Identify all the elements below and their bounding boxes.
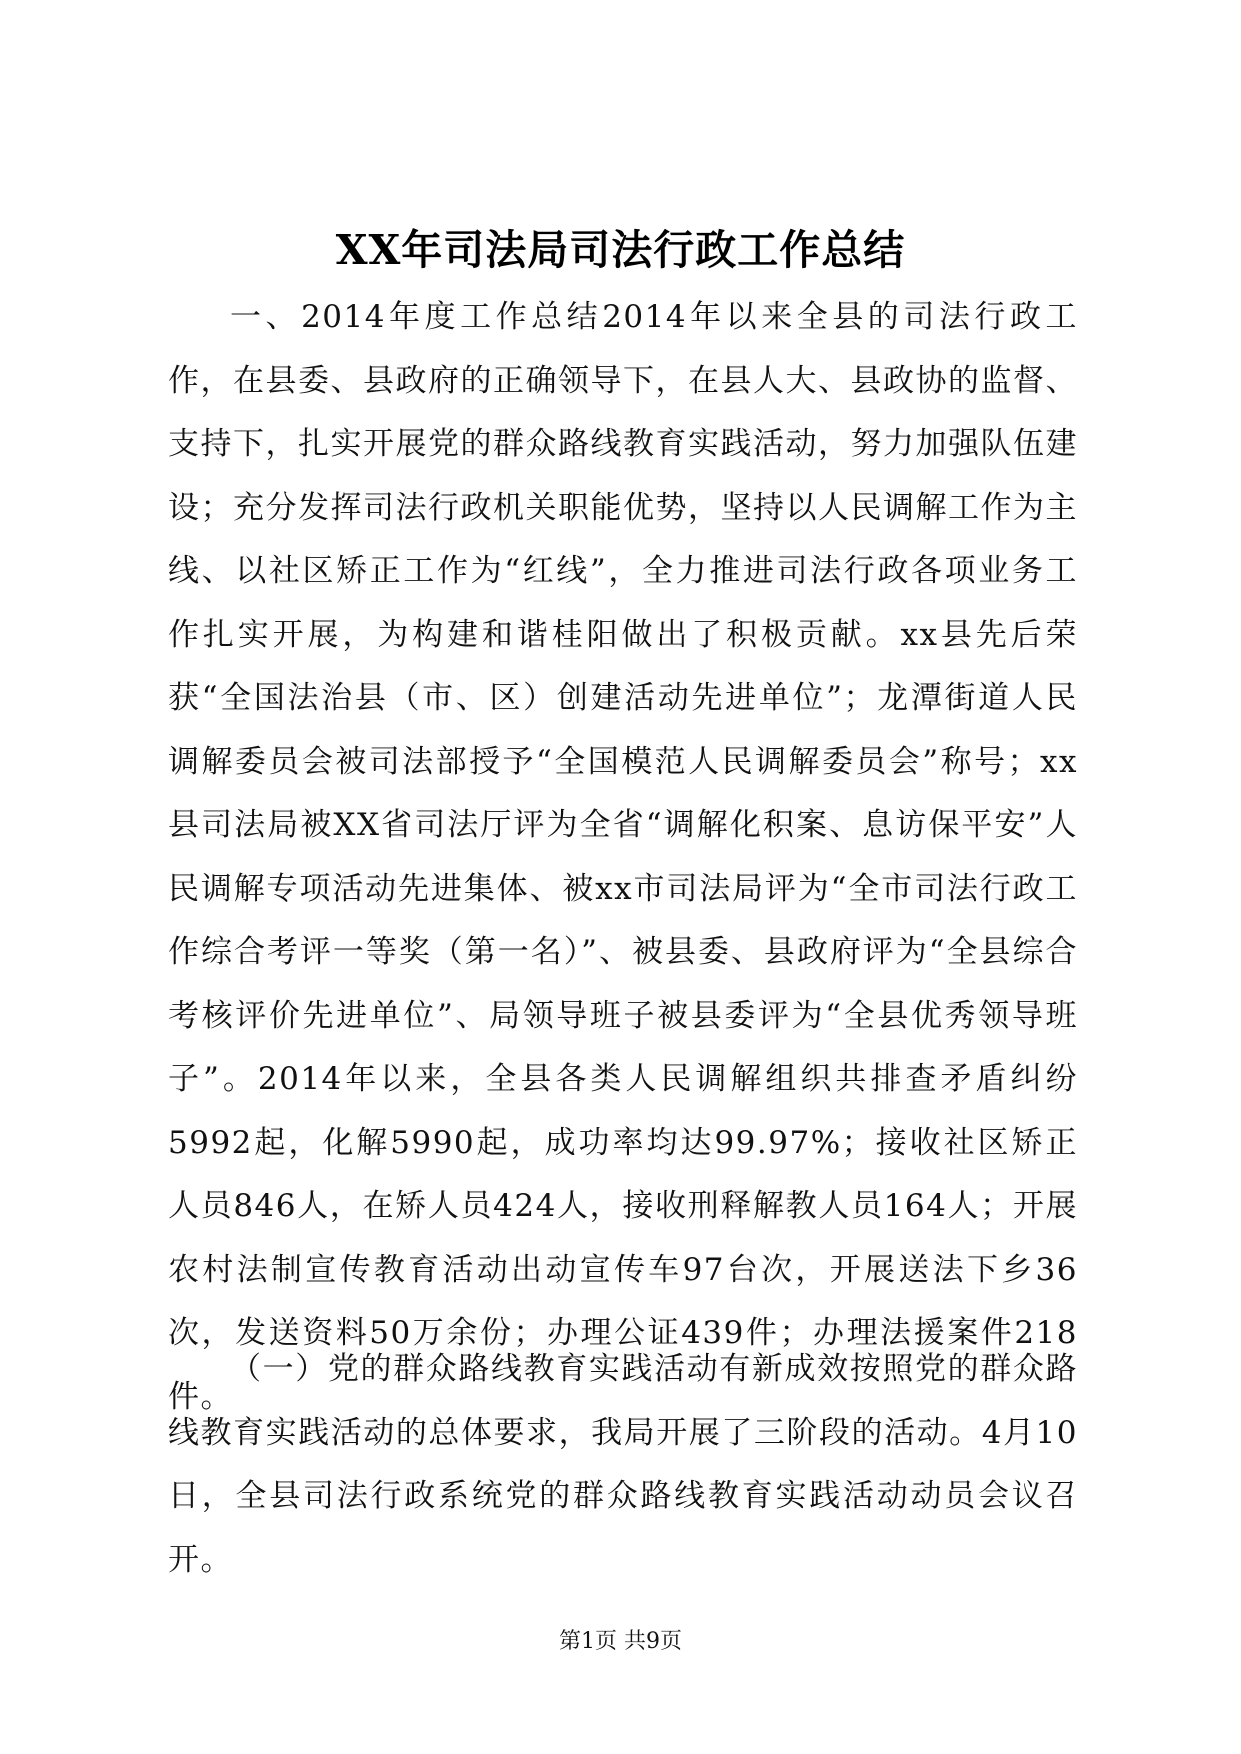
page-number-footer: 第1页 共9页 xyxy=(559,1629,682,1654)
paragraph-summary: 一、2014年度工作总结2014年以来全县的司法行政工作，在县委、县政府的正确领导下，在县人大、县政协的监督、支持下，扎实开展党的群众路线教育实践活动，努力加强队伍建设；充分发挥司法行政机关职能优势，坚持以人民调解工作为主线、以社区矫正工作为“红线”，全力推进司法行政各项业务工作扎实开展，为构建和谐桂阳做出了积极贡献。xx县先后荣获“全国法治县（市、区）创建活动先进单位”；龙潭街道人民调解委员会被司法部授予“全国模范人民调解委员会”称号；xx县司法局被XX省司法厅评为全省“调解化积案、息访保平安”人民调解专项活动先进集体、被xx市司法局评为“全市司法行政工作综合考评一等奖（第一名）”、被县委、县政府评为“全县综合考核评价先进单位”、局领导班子被县委评为“全县优秀领导班子”。2014年以来，全县各类人民调解组织共排查矛盾纠纷5992起，化解5990起，成功率均达99.97%；接收社区矫正人员846人，在矫人员424人，接收刑释解教人员164人；开展农村法制宣传教育活动出动宣传车97台次，开展送法下乡36次，发送资料50万余份；办理公证439件；办理法援案件218件。 xyxy=(168,299,1078,1415)
document-title: XX年司法局司法行政工作总结 xyxy=(335,226,906,274)
paragraph-section-one: （一）党的群众路线教育实践活动有新成效按照党的群众路线教育实践活动的总体要求，我局开展了三阶段的活动。4月10日，全县司法行政系统党的群众路线教育实践活动动员会议召开。 xyxy=(168,1351,1078,1578)
